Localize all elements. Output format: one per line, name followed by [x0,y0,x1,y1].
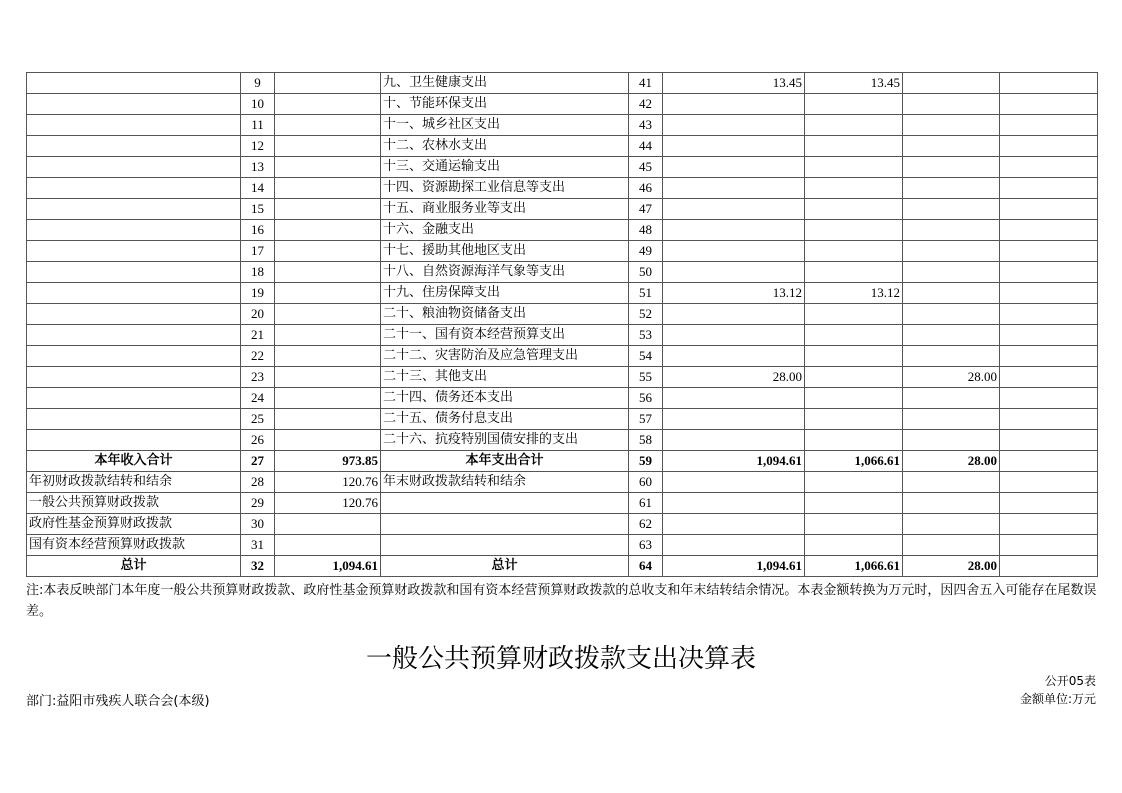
income-line-number: 17 [241,241,275,262]
expense-total: 13.12 [663,283,805,304]
expense-line-number: 60 [629,472,663,493]
income-amount: 120.76 [275,472,381,493]
expense-line-number: 63 [629,535,663,556]
expense-project [903,241,1000,262]
expense-item-name: 二十一、国有资本经营预算支出 [381,325,629,346]
income-amount [275,157,381,178]
expense-project [903,493,1000,514]
expense-line-number: 56 [629,388,663,409]
expense-total [663,325,805,346]
expense-total [663,241,805,262]
income-amount: 1,094.61 [275,556,381,577]
income-item-name [27,220,241,241]
expense-item-name: 二十六、抗疫特别国债安排的支出 [381,430,629,451]
expense-total [663,535,805,556]
expense-item-name [381,514,629,535]
expense-basic [805,472,903,493]
expense-line-number: 41 [629,73,663,94]
income-item-name [27,304,241,325]
income-item-name [27,388,241,409]
expense-line-number: 49 [629,241,663,262]
expense-total [663,262,805,283]
income-line-number: 9 [241,73,275,94]
table-row [27,346,1098,367]
expense-line-number: 62 [629,514,663,535]
expense-item-name: 十八、自然资源海洋气象等支出 [381,262,629,283]
expense-extra [1000,514,1098,535]
expense-extra [1000,346,1098,367]
expense-total [663,115,805,136]
income-item-name: 年初财政拨款结转和结余 [27,472,241,493]
income-amount [275,304,381,325]
expense-basic [805,367,903,388]
income-item-name [27,178,241,199]
expense-line-number: 54 [629,346,663,367]
table-row [27,199,1098,220]
expense-extra [1000,178,1098,199]
expense-extra [1000,409,1098,430]
table-row [27,262,1098,283]
expense-basic [805,178,903,199]
expense-extra [1000,535,1098,556]
table-row [27,115,1098,136]
expense-total: 1,094.61 [663,556,805,577]
expense-extra [1000,220,1098,241]
income-amount [275,535,381,556]
income-amount [275,367,381,388]
income-line-number: 18 [241,262,275,283]
income-line-number: 31 [241,535,275,556]
expense-extra [1000,367,1098,388]
expense-total [663,493,805,514]
income-amount [275,283,381,304]
expense-total: 13.45 [663,73,805,94]
table-row [27,220,1098,241]
expense-project [903,409,1000,430]
income-line-number: 23 [241,367,275,388]
income-line-number: 26 [241,430,275,451]
income-item-name [27,115,241,136]
expense-line-number: 48 [629,220,663,241]
expense-extra [1000,283,1098,304]
income-item-name [27,136,241,157]
department-label: 部门:益阳市残疾人联合会(本级) [26,694,210,709]
expense-total [663,346,805,367]
income-amount [275,325,381,346]
expense-item-name [381,493,629,514]
expense-item-name: 十四、资源勘探工业信息等支出 [381,178,629,199]
income-item-name [27,241,241,262]
expense-extra [1000,262,1098,283]
expense-item-name: 十五、商业服务业等支出 [381,199,629,220]
income-line-number: 28 [241,472,275,493]
expense-total [663,430,805,451]
income-item-name [27,430,241,451]
expense-line-number: 47 [629,199,663,220]
expense-total [663,157,805,178]
table-row [27,325,1098,346]
income-amount [275,409,381,430]
expense-basic [805,262,903,283]
amount-unit-label: 金额单位:万元 [1019,692,1096,706]
page-title: 一般公共预算财政拨款支出决算表 [365,644,756,674]
table-row [27,178,1098,199]
expense-item-name: 总计 [381,556,629,577]
income-amount [275,388,381,409]
expense-basic [805,493,903,514]
income-item-name [27,73,241,94]
expense-project [903,220,1000,241]
expense-basic: 1,066.61 [805,451,903,472]
table-row [27,283,1098,304]
expense-total [663,514,805,535]
expense-project [903,514,1000,535]
expense-extra [1000,325,1098,346]
expense-extra [1000,73,1098,94]
expense-item-name [381,535,629,556]
expense-project [903,325,1000,346]
income-amount [275,262,381,283]
expense-line-number: 61 [629,493,663,514]
income-item-name [27,346,241,367]
income-item-name: 本年收入合计 [27,451,241,472]
expense-basic [805,346,903,367]
income-amount [275,241,381,262]
expense-extra [1000,388,1098,409]
expense-total [663,199,805,220]
expense-basic [805,220,903,241]
form-code: 公开05表 [1044,674,1096,688]
expense-extra [1000,493,1098,514]
income-line-number: 21 [241,325,275,346]
expense-basic [805,199,903,220]
income-amount [275,115,381,136]
expense-line-number: 46 [629,178,663,199]
expense-project [903,346,1000,367]
expense-basic [805,304,903,325]
expense-extra [1000,199,1098,220]
expense-extra [1000,472,1098,493]
expense-item-name: 九、卫生健康支出 [381,73,629,94]
income-line-number: 20 [241,304,275,325]
income-line-number: 10 [241,94,275,115]
expense-line-number: 51 [629,283,663,304]
expense-item-name: 十一、城乡社区支出 [381,115,629,136]
expense-item-name: 二十五、债务付息支出 [381,409,629,430]
expense-item-name: 十、节能环保支出 [381,94,629,115]
expense-item-name: 二十四、债务还本支出 [381,388,629,409]
expense-extra [1000,94,1098,115]
income-item-name [27,199,241,220]
expense-item-name: 二十三、其他支出 [381,367,629,388]
expense-item-name: 十七、援助其他地区支出 [381,241,629,262]
expense-total: 28.00 [663,367,805,388]
expense-project [903,178,1000,199]
income-line-number: 22 [241,346,275,367]
table-row [27,430,1098,451]
expense-total [663,472,805,493]
expense-basic: 1,066.61 [805,556,903,577]
income-line-number: 24 [241,388,275,409]
table-footnote: 注:本表反映部门本年度一般公共预算财政拨款、政府性基金预算财政拨款和国有资本经营预算财政拨款的总收支和年末结转结余情况。本表金额转换为万元时，因四舍五入可能存在尾数误差。 [26,583,1097,619]
expense-project [903,115,1000,136]
income-item-name [27,94,241,115]
income-amount [275,136,381,157]
income-line-number: 19 [241,283,275,304]
expense-extra [1000,430,1098,451]
expense-line-number: 57 [629,409,663,430]
expense-basic: 13.45 [805,73,903,94]
income-amount: 120.76 [275,493,381,514]
expense-project [903,262,1000,283]
expense-line-number: 55 [629,367,663,388]
expense-line-number: 64 [629,556,663,577]
expense-total [663,94,805,115]
expense-extra [1000,136,1098,157]
expense-line-number: 52 [629,304,663,325]
income-line-number: 30 [241,514,275,535]
table-row [27,94,1098,115]
expense-total [663,304,805,325]
income-amount: 973.85 [275,451,381,472]
expense-project [903,157,1000,178]
income-line-number: 12 [241,136,275,157]
income-line-number: 25 [241,409,275,430]
expense-line-number: 43 [629,115,663,136]
expense-line-number: 44 [629,136,663,157]
expense-basic [805,325,903,346]
expense-project [903,136,1000,157]
expense-basic [805,535,903,556]
table-row [27,241,1098,262]
expense-basic [805,157,903,178]
expense-extra [1000,241,1098,262]
expense-item-name: 二十二、灾害防治及应急管理支出 [381,346,629,367]
income-amount [275,346,381,367]
expense-project [903,283,1000,304]
expense-project [903,430,1000,451]
expense-item-name: 年末财政拨款结转和结余 [381,472,629,493]
expense-total [663,178,805,199]
income-line-number: 13 [241,157,275,178]
income-item-name: 政府性基金预算财政拨款 [27,514,241,535]
expense-total [663,136,805,157]
expense-item-name: 十六、金融支出 [381,220,629,241]
expense-line-number: 58 [629,430,663,451]
expense-basic [805,409,903,430]
income-amount [275,199,381,220]
expense-extra [1000,556,1098,577]
table-row [27,409,1098,430]
expense-project [903,199,1000,220]
table-row [27,304,1098,325]
expense-total [663,220,805,241]
expense-extra [1000,115,1098,136]
expense-project [903,472,1000,493]
expense-project: 28.00 [903,367,1000,388]
income-line-number: 14 [241,178,275,199]
income-amount [275,94,381,115]
income-amount [275,178,381,199]
table-row [27,514,1098,535]
expense-project [903,535,1000,556]
expense-total [663,409,805,430]
expense-basic [805,388,903,409]
income-item-name [27,262,241,283]
expense-project [903,94,1000,115]
expense-total: 1,094.61 [663,451,805,472]
expense-project: 28.00 [903,556,1000,577]
table-row [27,157,1098,178]
income-item-name [27,283,241,304]
expense-item-name: 本年支出合计 [381,451,629,472]
income-line-number: 27 [241,451,275,472]
table-row [27,136,1098,157]
income-amount [275,220,381,241]
expense-basic [805,136,903,157]
fiscal-allocation-table [26,72,1098,577]
expense-project [903,388,1000,409]
expense-extra [1000,157,1098,178]
expense-basic [805,115,903,136]
income-item-name [27,157,241,178]
income-item-name: 总计 [27,556,241,577]
expense-basic [805,94,903,115]
table-row [27,556,1098,577]
expense-basic [805,241,903,262]
income-line-number: 15 [241,199,275,220]
expense-project: 28.00 [903,451,1000,472]
expense-total [663,388,805,409]
expense-item-name: 十三、交通运输支出 [381,157,629,178]
table-row [27,493,1098,514]
income-line-number: 29 [241,493,275,514]
expense-line-number: 59 [629,451,663,472]
expense-basic [805,430,903,451]
expense-project [903,73,1000,94]
expense-line-number: 50 [629,262,663,283]
table-row [27,472,1098,493]
table-row [27,535,1098,556]
income-line-number: 32 [241,556,275,577]
expense-line-number: 42 [629,94,663,115]
expense-basic: 13.12 [805,283,903,304]
income-line-number: 16 [241,220,275,241]
expense-extra [1000,451,1098,472]
income-item-name: 一般公共预算财政拨款 [27,493,241,514]
income-item-name [27,325,241,346]
table-row [27,73,1098,94]
income-line-number: 11 [241,115,275,136]
expense-item-name: 二十、粮油物资储备支出 [381,304,629,325]
table-row [27,388,1098,409]
income-item-name: 国有资本经营预算财政拨款 [27,535,241,556]
table-row [27,451,1098,472]
income-amount [275,430,381,451]
expense-item-name: 十九、住房保障支出 [381,283,629,304]
expense-item-name: 十二、农林水支出 [381,136,629,157]
expense-extra [1000,304,1098,325]
income-amount [275,514,381,535]
income-amount [275,73,381,94]
expense-line-number: 45 [629,157,663,178]
expense-project [903,304,1000,325]
expense-line-number: 53 [629,325,663,346]
table-row [27,367,1098,388]
expense-basic [805,514,903,535]
income-item-name [27,367,241,388]
income-item-name [27,409,241,430]
